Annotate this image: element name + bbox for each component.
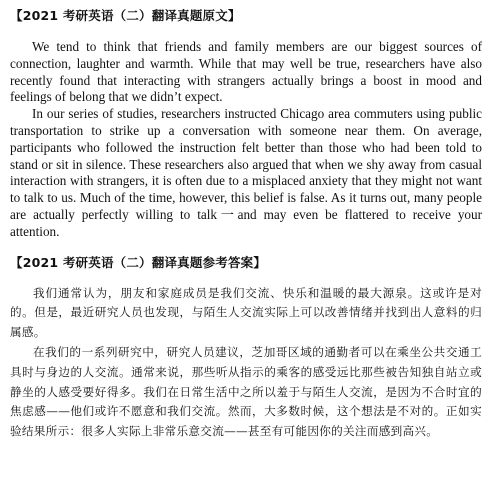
answer-paragraph-1: 我们通常认为，朋友和家庭成员是我们交流、快乐和温暖的最大源泉。这或许是对的。但是，最近研究人员也发现，与陌生人交流实际上可以改善情绪并找到出人意料的归属感。	[10, 285, 482, 340]
source-paragraph-1: We tend to think that friends and family members are our biggest sources of connection, laughter and warmth. While that may well be true, researchers have also recently found that interacting with strangers actually brings a boost in mood and feelings of belong that we didn’t expect.	[10, 39, 482, 105]
source-paragraph-2: In our series of studies, researchers instructed Chicago area commuters using public transportation to strike up a conversation with someone near them. On average, participants who followed the instruction felt better than those who had been told to stand or sit in silence. These researchers also argued that when we shy away from casual interaction with strangers, it is often due to a misplaced anxiety that they might not want to talk to us. Much of the time, however, this belief is false. As it turns out, many people are actually perfectly willing to talk一and may even be flattered to receive your attention.	[10, 106, 482, 239]
answer-heading: 【2021 考研英语（二）翻译真题参考答案】	[10, 254, 267, 270]
source-heading: 【2021 考研英语（二）翻译真题原文】	[10, 8, 241, 23]
answer-paragraph-2: 在我们的一系列研究中，研究人员建议，芝加哥区域的通勤者可以在乘坐公共交通工具时与身边的人交流。通常来说，那些听从指示的乘客的感受远比那些被告知独自站立或静坐的人感受要好得多。我们在日常生活中之所以羞于与陌生人交流，是因为不合时宜的焦虑感——他们或许不愿意和我们交流。然而，大多数时候，这个想法是不对的。正如实验结果所示：很多人实际上非常乐意交流——甚至有可能因你的关注而感到高兴。	[10, 344, 482, 439]
